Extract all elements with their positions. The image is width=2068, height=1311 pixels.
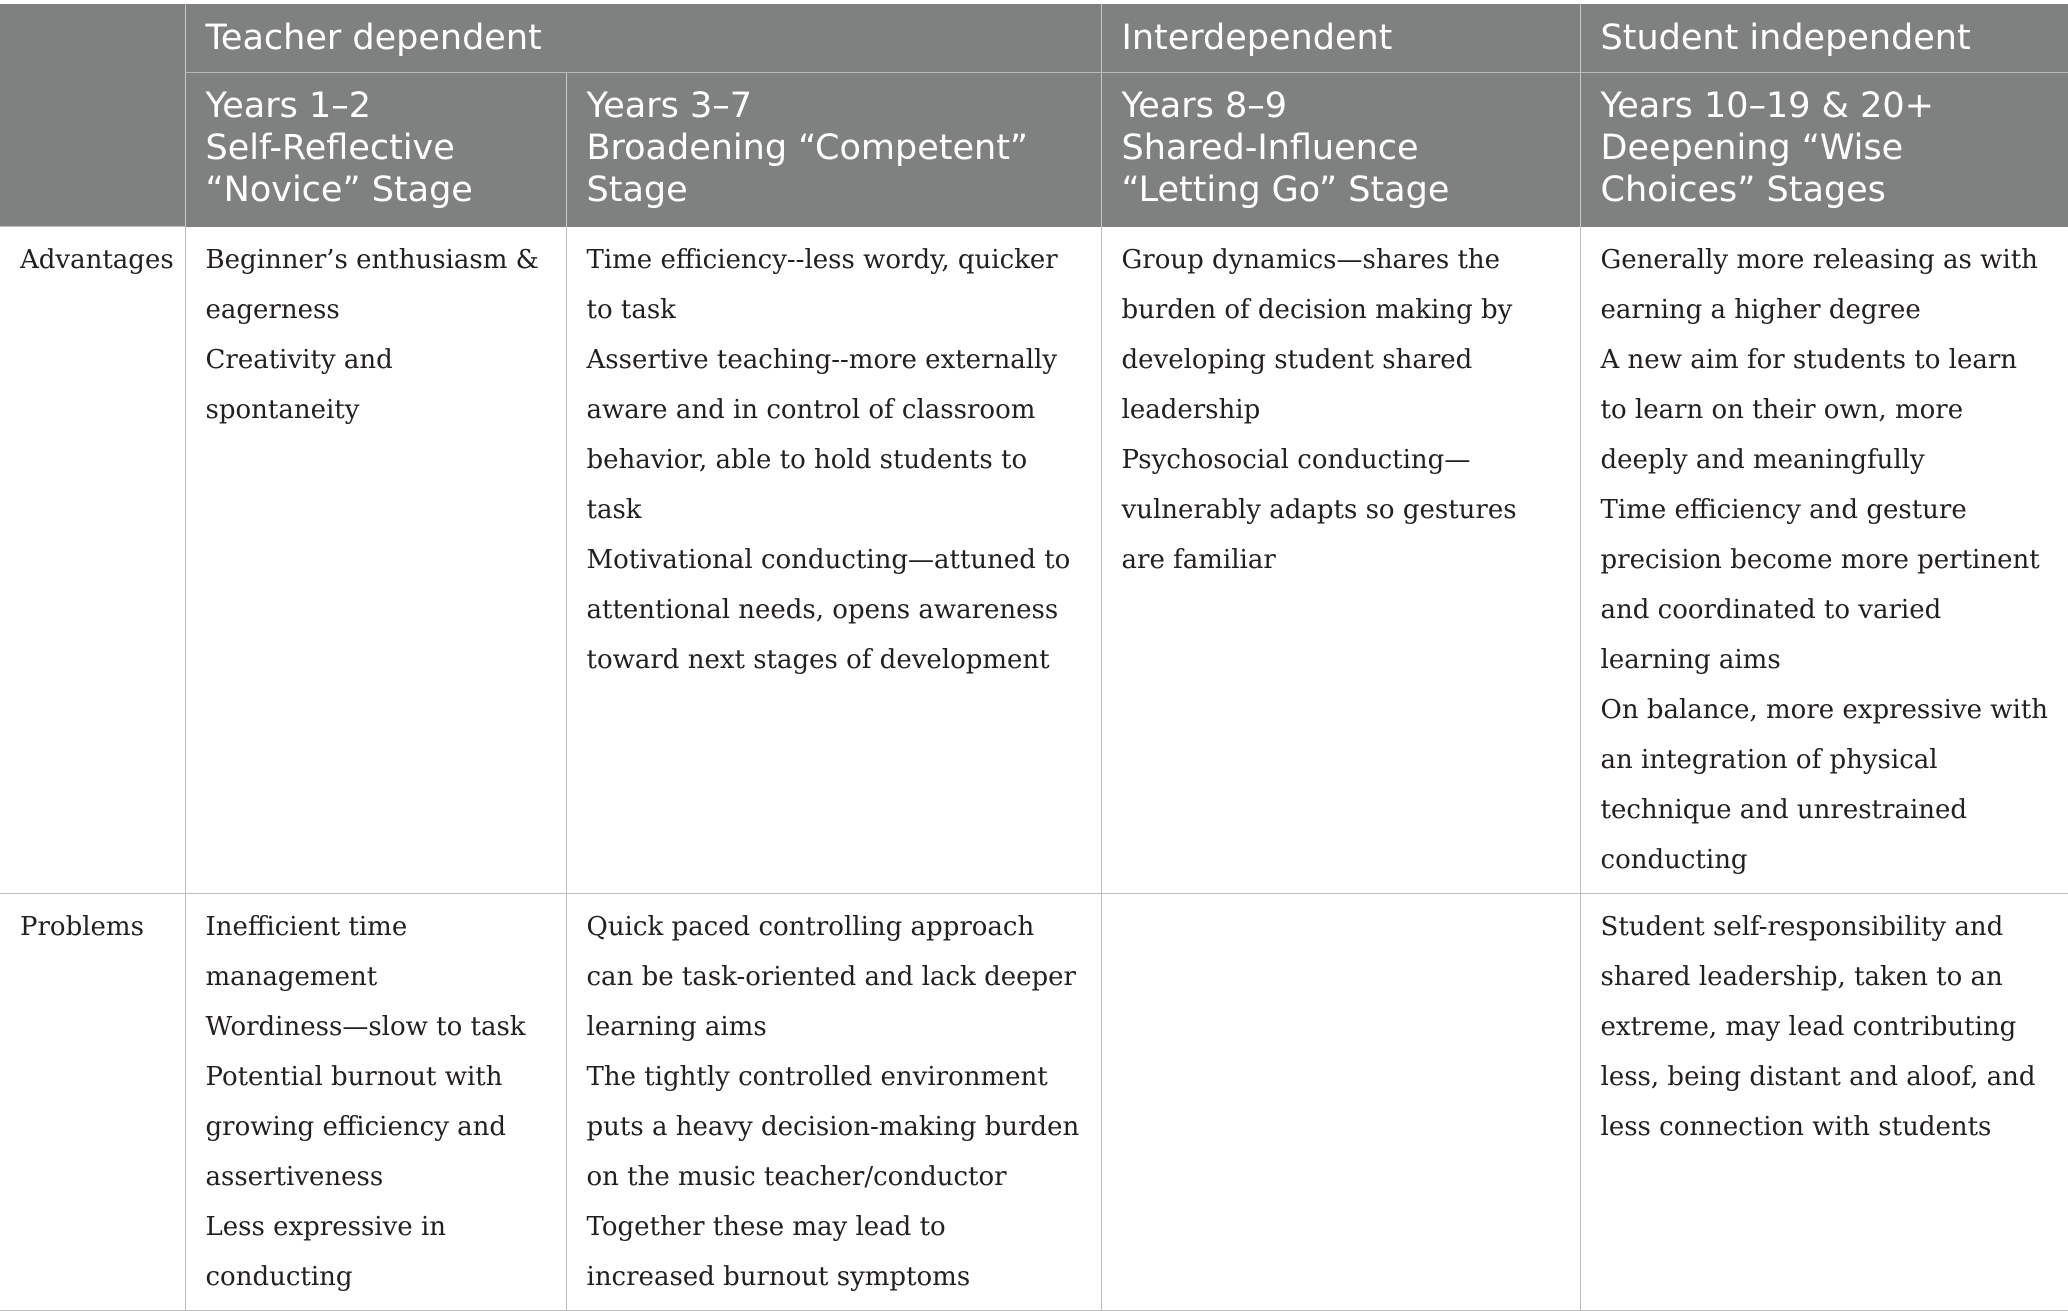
group-header-row	[0, 4, 2068, 73]
cell-entry: Group dynamics—shares the burden of decision making by developing student shared leadership	[1121, 244, 1513, 425]
cell-entry: Together these may lead to increased burnout symptoms	[586, 1211, 971, 1292]
stage-years: Years 1–2	[205, 86, 371, 126]
advantages-wise-choices-cell	[1580, 227, 2068, 894]
stage-name: Stage	[586, 170, 688, 210]
cell-entry: Quick paced controlling approach can be task-oriented and lack deeper learning aims	[586, 911, 1076, 1042]
group-teacher-dependent: Teacher dependent	[185, 4, 1101, 73]
stage-header-competent	[566, 73, 1101, 227]
cell-entry: Inefficient time management	[205, 911, 408, 992]
cell-entry: On balance, more expressive with an integration of physical technique and unrestrained conducting	[1600, 694, 2049, 875]
advantages-novice-cell	[185, 227, 566, 894]
stage-years: Years 10–19 & 20+	[1600, 86, 1934, 126]
stage-years: Years 8–9	[1121, 86, 1288, 126]
cell-entry: Potential burnout with growing efficiency and assertiveness	[205, 1061, 507, 1192]
advantages-row	[0, 227, 2068, 894]
cell-entry: Student self-responsibility and shared leadership, taken to an extreme, may lead contributing less, being distant and aloof, and less connection with students	[1600, 911, 2036, 1142]
cell-entry: A new aim for students to learn to learn on their own, more deeply and meaningfully	[1600, 344, 2018, 475]
stage-header-wise-choices	[1580, 73, 2068, 227]
stage-header-novice	[185, 73, 566, 227]
cell-entry: The tightly controlled environment puts a heavy decision-making burden on the music teacher/conductor	[586, 1061, 1080, 1192]
stage-header-row	[0, 73, 2068, 227]
cell-entry: Time efficiency and gesture precision become more pertinent and coordinated to varied learning aims	[1600, 494, 2040, 675]
stage-name: “Novice” Stage	[205, 170, 473, 210]
stage-name: Shared-Influence	[1121, 128, 1419, 168]
stage-name: Choices” Stages	[1600, 170, 1886, 210]
stage-name: “Letting Go” Stage	[1121, 170, 1450, 210]
cell-entry: Wordiness—slow to task	[205, 1011, 526, 1042]
cell-entry: Motivational conducting—attuned to attentional needs, opens awareness toward next stages of development	[586, 544, 1071, 675]
cell-entry: Time efficiency--less wordy, quicker to task	[586, 244, 1058, 325]
problems-row	[0, 893, 2068, 1310]
problems-novice-cell	[185, 893, 566, 1310]
row-label-problems: Problems	[0, 893, 185, 1310]
cell-entry: Psychosocial conducting—vulnerably adapts so gestures are familiar	[1121, 444, 1517, 575]
cell-entry: Less expressive in conducting	[205, 1211, 447, 1292]
problems-letting-go-cell	[1101, 893, 1580, 1310]
group-student-independent: Student independent	[1580, 4, 2068, 73]
cell-entry: Creativity and spontaneity	[205, 344, 393, 425]
cell-entry: Generally more releasing as with earning a higher degree	[1600, 244, 2038, 325]
corner-cell	[0, 4, 185, 227]
group-interdependent: Interdependent	[1101, 4, 1580, 73]
row-label-advantages: Advantages	[0, 227, 185, 894]
stages-table	[0, 4, 2068, 1311]
stage-name: Self-Reflective	[205, 128, 455, 168]
cell-entry: Assertive teaching--more externally aware and in control of classroom behavior, able to hold students to task	[586, 344, 1058, 525]
advantages-competent-cell	[566, 227, 1101, 894]
stage-name: Deepening “Wise	[1600, 128, 1904, 168]
problems-wise-choices-cell	[1580, 893, 2068, 1310]
stage-years: Years 3–7	[586, 86, 752, 126]
stage-name: Broadening “Competent”	[586, 128, 1029, 168]
stage-header-letting-go	[1101, 73, 1580, 227]
problems-competent-cell	[566, 893, 1101, 1310]
cell-entry: Beginner’s enthusiasm & eagerness	[205, 244, 539, 325]
advantages-letting-go-cell	[1101, 227, 1580, 894]
